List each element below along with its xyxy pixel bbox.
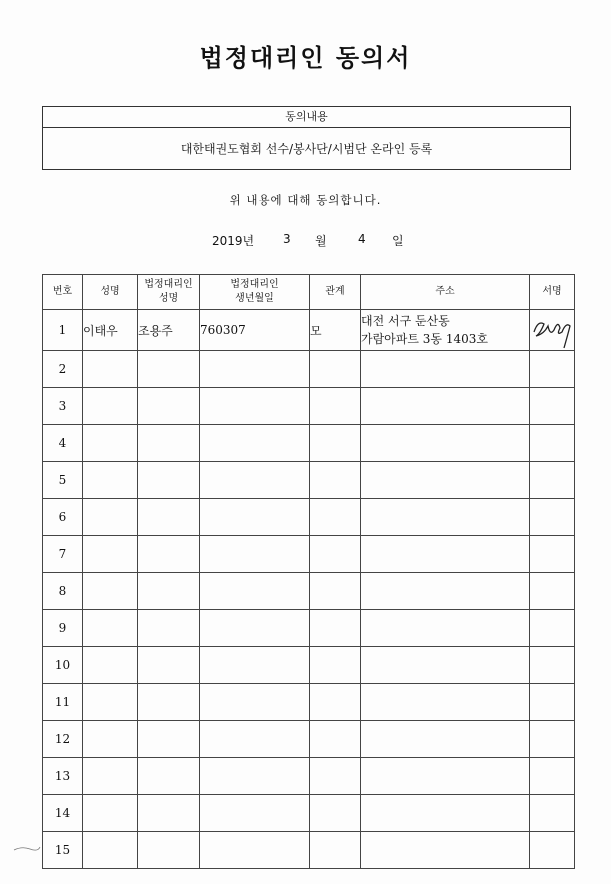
header-signature: 서명 (530, 275, 575, 310)
consent-box (42, 106, 571, 170)
row-guardian-name (138, 388, 200, 425)
table-row (43, 758, 575, 795)
row-relation (310, 795, 361, 832)
row-name (83, 351, 138, 388)
table-row (43, 462, 575, 499)
table-row (43, 684, 575, 721)
row-guardian-birth (200, 832, 310, 869)
row-guardian-name (138, 351, 200, 388)
header-guardian-birth: 법정대리인 생년월일 (200, 275, 310, 310)
row-guardian-name (138, 758, 200, 795)
row-address (361, 310, 530, 351)
row-signature (530, 832, 575, 869)
consent-header: 동의내용 (43, 107, 570, 128)
row-relation: 모 (310, 310, 361, 351)
row-number: 15 (43, 832, 83, 869)
row-signature (530, 499, 575, 536)
row-relation (310, 351, 361, 388)
row-name (83, 832, 138, 869)
row-name (83, 499, 138, 536)
row-guardian-name (138, 684, 200, 721)
row-name (83, 647, 138, 684)
table-row (43, 795, 575, 832)
records-table (42, 274, 575, 869)
row-guardian-birth (200, 610, 310, 647)
row-number: 1 (43, 310, 83, 351)
row-signature (530, 462, 575, 499)
table-row (43, 573, 575, 610)
row-guardian-birth (200, 647, 310, 684)
row-number: 9 (43, 610, 83, 647)
row-guardian-name (138, 610, 200, 647)
table-row (43, 388, 575, 425)
row-guardian-name (138, 832, 200, 869)
row-guardian-birth (200, 499, 310, 536)
row-name (83, 758, 138, 795)
header-name: 성명 (83, 275, 138, 310)
row-number: 11 (43, 684, 83, 721)
row-relation (310, 499, 361, 536)
date-year: 2019년 (212, 234, 255, 248)
date-day: 4 (358, 232, 366, 246)
row-number: 14 (43, 795, 83, 832)
row-name (83, 388, 138, 425)
row-relation (310, 610, 361, 647)
row-guardian-birth (200, 758, 310, 795)
row-guardian-name (138, 536, 200, 573)
date-month: 3 (283, 232, 291, 246)
row-number: 8 (43, 573, 83, 610)
agreement-statement: 위 내용에 대해 동의합니다. (229, 193, 382, 207)
row-relation (310, 758, 361, 795)
row-address (361, 351, 530, 388)
row-guardian-birth (200, 573, 310, 610)
row-relation (310, 832, 361, 869)
table-header-row (43, 275, 575, 310)
row-number: 6 (43, 499, 83, 536)
row-address (361, 536, 530, 573)
row-address (361, 684, 530, 721)
row-signature (530, 684, 575, 721)
table-row (43, 610, 575, 647)
row-address (361, 499, 530, 536)
row-signature (530, 758, 575, 795)
row-guardian-birth (200, 462, 310, 499)
row-signature (530, 310, 575, 351)
table-row (43, 536, 575, 573)
table-row (43, 351, 575, 388)
address-line-1: 대전 서구 둔산동 (361, 314, 450, 328)
row-guardian-name (138, 721, 200, 758)
row-relation (310, 573, 361, 610)
row-relation (310, 425, 361, 462)
row-guardian-name (138, 499, 200, 536)
row-name (83, 462, 138, 499)
header-no: 번호 (43, 275, 83, 310)
date-day-unit: 일 (392, 234, 404, 248)
row-signature (530, 795, 575, 832)
address-line-2: 가람아파트 3동 1403호 (361, 332, 488, 346)
row-name (83, 573, 138, 610)
header-guardian-name: 법정대리인 성명 (138, 275, 200, 310)
row-address (361, 462, 530, 499)
row-name (83, 684, 138, 721)
table-row (43, 647, 575, 684)
row-number: 2 (43, 351, 83, 388)
scan-smudge-mark (12, 842, 42, 854)
date-month-unit: 월 (315, 234, 327, 248)
row-relation (310, 462, 361, 499)
row-name (83, 721, 138, 758)
table-row (43, 310, 575, 351)
row-guardian-birth (200, 721, 310, 758)
row-address (361, 758, 530, 795)
table-row (43, 832, 575, 869)
row-signature (530, 647, 575, 684)
row-number: 5 (43, 462, 83, 499)
row-relation (310, 536, 361, 573)
row-guardian-birth (200, 351, 310, 388)
row-guardian-name: 조용주 (138, 310, 200, 351)
row-guardian-birth (200, 684, 310, 721)
handwritten-signature (530, 310, 574, 350)
row-relation (310, 684, 361, 721)
row-name: 이태우 (83, 310, 138, 351)
row-address (361, 721, 530, 758)
row-guardian-birth (200, 425, 310, 462)
row-address (361, 795, 530, 832)
row-name (83, 536, 138, 573)
row-signature (530, 610, 575, 647)
row-guardian-name (138, 573, 200, 610)
row-number: 3 (43, 388, 83, 425)
row-signature (530, 536, 575, 573)
header-address: 주소 (361, 275, 530, 310)
row-guardian-birth: 760307 (200, 310, 310, 351)
row-guardian-name (138, 462, 200, 499)
row-name (83, 795, 138, 832)
row-signature (530, 721, 575, 758)
row-number: 4 (43, 425, 83, 462)
row-relation (310, 647, 361, 684)
row-address (361, 425, 530, 462)
row-number: 10 (43, 647, 83, 684)
row-guardian-name (138, 647, 200, 684)
row-relation (310, 721, 361, 758)
row-signature (530, 573, 575, 610)
row-signature (530, 351, 575, 388)
row-number: 7 (43, 536, 83, 573)
row-signature (530, 425, 575, 462)
row-name (83, 425, 138, 462)
row-number: 13 (43, 758, 83, 795)
row-name (83, 610, 138, 647)
row-guardian-name (138, 425, 200, 462)
row-address (361, 647, 530, 684)
header-relation: 관계 (310, 275, 361, 310)
consent-content: 대한태권도협회 선수/봉사단/시범단 온라인 등록 (180, 142, 433, 156)
row-relation (310, 388, 361, 425)
document-title: 법정대리인 동의서 (199, 44, 412, 72)
row-signature (530, 388, 575, 425)
row-address (361, 573, 530, 610)
row-address (361, 832, 530, 869)
row-number: 12 (43, 721, 83, 758)
row-address (361, 610, 530, 647)
row-guardian-birth (200, 388, 310, 425)
table-row (43, 721, 575, 758)
row-address (361, 388, 530, 425)
table-row (43, 425, 575, 462)
row-guardian-name (138, 795, 200, 832)
table-row (43, 499, 575, 536)
row-guardian-birth (200, 795, 310, 832)
row-guardian-birth (200, 536, 310, 573)
